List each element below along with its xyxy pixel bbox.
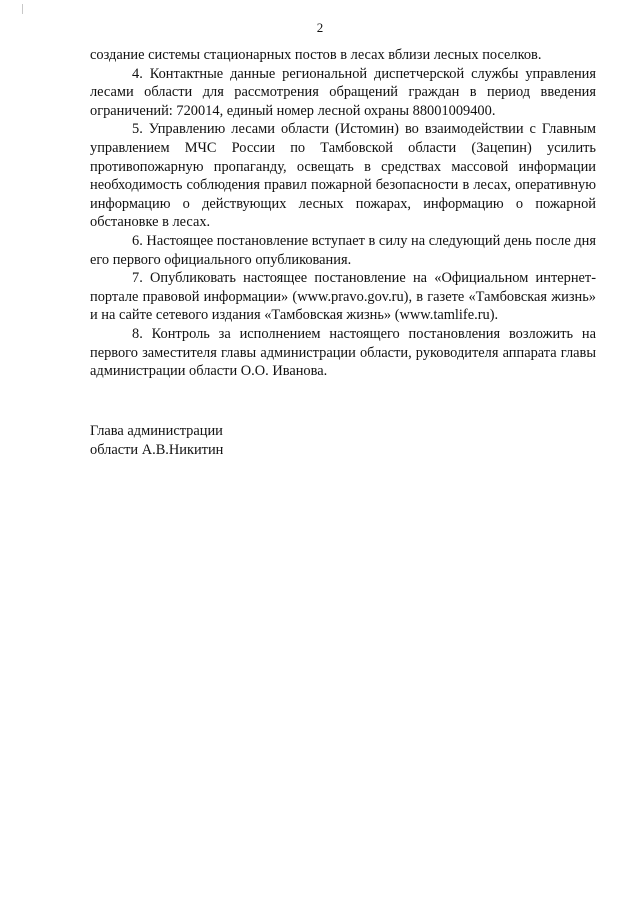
page-number: 2 xyxy=(316,20,324,35)
paragraph-7-publication: 7. Опубликовать настоящее постановление на «Официальном интернет-портале правовой информации» (www.pravo.gov.ru), в газете «Тамбовская жизнь» и на сайте сетевого издания «Тамбовская жизнь» (www.tamlife.ru). xyxy=(90,270,596,324)
paragraph-continued: создание системы стационарных постов в лесах вблизи лесных поселков. xyxy=(90,47,542,63)
scan-mark xyxy=(22,4,23,14)
paragraph-4-contacts: 4. Контактные данные региональной диспетчерской службы управления лесами области для рассмотрения обращений граждан в период введения ограничений: 720014, единый номер лесной охраны 88001009400. xyxy=(90,65,596,119)
paragraph-5-propaganda: 5. Управлению лесами области (Истомин) во взаимодействии с Главным управлением МЧС России по Тамбовской области (Зацепин) усилить противопожарную пропаганду, освещать в средствах массовой информации необходимость соблюдения правил пожарной безопасности в лесах, оперативную информацию о действующих лесных пожарах, информацию о пожарной обстановке в лесах. xyxy=(90,121,596,231)
paragraph-8-control: 8. Контроль за исполнением настоящего постановления возложить на первого заместителя главы администрации области, руководителя аппарата главы администрации области О.О. Иванова. xyxy=(90,325,596,380)
document-body xyxy=(90,46,596,381)
signature-name: области А.В.Никитин xyxy=(90,441,224,458)
signature-title: Глава администрации xyxy=(90,423,223,439)
paragraph-6-effective-date: 6. Настоящее постановление вступает в силу на следующий день после дня его первого официального опубликования. xyxy=(90,232,596,268)
signature-block xyxy=(90,422,390,459)
